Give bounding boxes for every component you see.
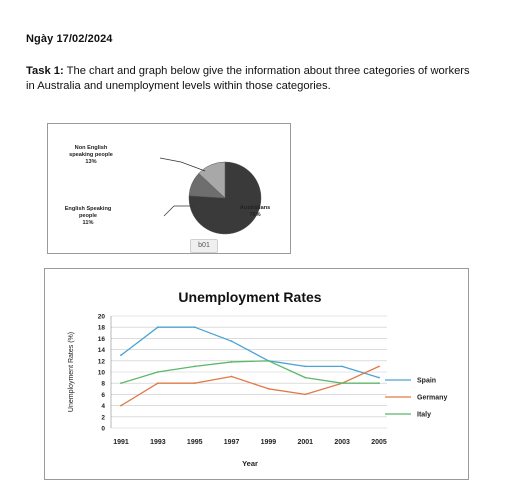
pie-label-line: Australians <box>239 205 271 211</box>
data-point-italy <box>304 377 306 379</box>
pie-label-line: people <box>78 213 98 219</box>
pie-label-line: 13% <box>85 159 97 165</box>
x-tick-label: 1991 <box>113 439 129 446</box>
y-tick-label: 14 <box>97 347 105 355</box>
series-line-spain <box>121 327 379 377</box>
pie-label-non-english-speaking <box>62 145 120 166</box>
data-point-spain <box>231 340 233 342</box>
legend-label-germany: Germany <box>417 394 448 402</box>
y-tick-label: 20 <box>97 313 105 321</box>
line-chart-panel <box>44 268 469 480</box>
chart-title: Unemployment Rates <box>178 289 322 305</box>
y-tick-label: 8 <box>101 380 105 388</box>
document-date: Ngày 17/02/2024 <box>26 33 113 45</box>
pie-label-line: Non English <box>74 145 108 151</box>
data-point-spain <box>120 354 122 356</box>
task-label: Task 1: <box>26 65 64 77</box>
y-axis-label: Unemployment Rates (%) <box>68 331 75 413</box>
data-point-spain <box>194 326 196 328</box>
x-axis-label: Year <box>242 459 258 468</box>
data-point-germany <box>120 405 122 407</box>
y-tick-label: 2 <box>101 414 105 422</box>
pie-chart-panel <box>47 123 291 254</box>
data-point-italy <box>194 366 196 368</box>
data-point-italy <box>120 382 122 384</box>
data-point-italy <box>341 382 343 384</box>
data-point-germany <box>378 366 380 368</box>
legend-label-italy: Italy <box>417 411 432 419</box>
y-tick-label: 0 <box>101 425 105 433</box>
data-point-italy <box>378 382 380 384</box>
data-point-germany <box>231 376 233 378</box>
x-tick-label: 2005 <box>371 439 387 446</box>
y-tick-label: 18 <box>97 324 105 332</box>
pie-label-line: 76% <box>249 212 261 218</box>
pie-label-line: 11% <box>82 220 94 226</box>
y-tick-label: 4 <box>101 403 105 411</box>
pie-label-line: speaking people <box>69 152 113 158</box>
data-point-italy <box>268 360 270 362</box>
data-point-spain <box>341 366 343 368</box>
data-point-germany <box>268 388 270 390</box>
y-tick-label: 6 <box>101 391 105 399</box>
task-description <box>26 64 476 93</box>
x-tick-label: 2001 <box>297 439 314 446</box>
task-text: The chart and graph below give the information about three categories of workers in Australia and unemployment levels within those categories. <box>26 65 470 92</box>
pie-caption: b01 <box>190 239 218 253</box>
pie-chart <box>48 124 290 253</box>
pie-label-australians <box>234 205 276 219</box>
data-point-spain <box>378 377 380 379</box>
data-point-italy <box>231 361 233 363</box>
x-tick-label: 1993 <box>150 439 166 446</box>
y-tick-label: 16 <box>97 335 105 343</box>
y-tick-label: 10 <box>97 369 105 377</box>
x-tick-label: 2003 <box>334 439 350 446</box>
legend-label-spain: Spain <box>417 377 437 385</box>
data-point-germany <box>194 382 196 384</box>
data-point-spain <box>304 366 306 368</box>
x-tick-label: 1999 <box>260 439 277 446</box>
data-point-germany <box>304 394 306 396</box>
pie-label-line: English Speaking <box>64 206 112 212</box>
x-tick-label: 1997 <box>223 439 240 446</box>
y-tick-label: 12 <box>97 358 105 366</box>
pie-label-english-speaking <box>62 206 114 227</box>
x-tick-label: 1995 <box>186 439 203 446</box>
pie-leader-line <box>160 158 205 171</box>
pie-leader-line <box>164 206 194 216</box>
data-point-italy <box>157 371 159 373</box>
line-chart <box>45 269 468 479</box>
data-point-germany <box>157 382 159 384</box>
data-point-spain <box>157 326 159 328</box>
